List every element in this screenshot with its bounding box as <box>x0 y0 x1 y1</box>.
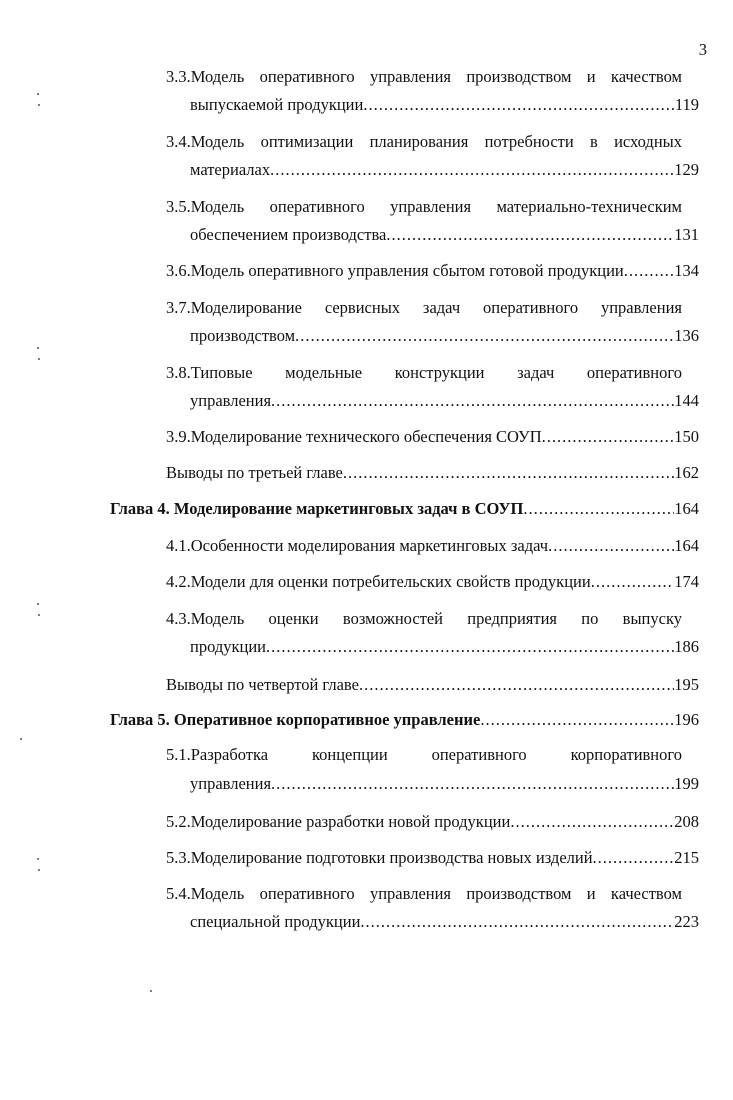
toc-entry-3-3-line1: 3.3.Модель оперативного управления производством и качеством <box>166 67 682 86</box>
toc-entry-text: производством <box>190 326 296 345</box>
toc-entry-3-3-line2 <box>190 94 699 116</box>
dot-leader <box>593 847 675 869</box>
toc-entry-3-4-line1: 3.4.Модель оптимизации планирования потребности в исходных <box>166 132 682 151</box>
toc-entry-3-5-line2 <box>190 224 699 246</box>
dot-leader <box>360 911 674 933</box>
toc-page-number: 195 <box>674 675 699 694</box>
toc-entry-text: обеспечением производства <box>190 225 387 244</box>
toc-page-number: 164 <box>674 499 699 518</box>
toc-entry-text: Выводы по четвертой главе <box>166 675 359 694</box>
scan-speck <box>20 738 22 740</box>
dot-leader <box>386 224 674 246</box>
toc-entry-5-3 <box>166 847 699 869</box>
toc-page-number: 174 <box>674 572 699 591</box>
toc-chapter-title: Глава 5. Оперативное корпоративное управление <box>110 710 481 729</box>
toc-entry-conclusions-ch4 <box>166 674 699 696</box>
toc-page-number: 144 <box>674 391 699 410</box>
dot-leader <box>624 260 674 282</box>
toc-page-number: 131 <box>674 225 699 244</box>
toc-entry-4-1 <box>166 535 699 557</box>
scan-speck <box>37 603 39 605</box>
toc-entry-text: материалах <box>190 160 271 179</box>
toc-entry-conclusions-ch3 <box>166 462 699 484</box>
toc-entry-text: 4.1.Особенности моделирования маркетинговых задач <box>166 536 549 555</box>
toc-entry-3-9 <box>166 426 699 448</box>
toc-page-number: 134 <box>674 261 699 280</box>
toc-page-number: 164 <box>674 536 699 555</box>
toc-page-number: 215 <box>674 848 699 867</box>
toc-entry-text: 3.9.Моделирование технического обеспечения СОУП <box>166 427 542 446</box>
scan-speck <box>37 93 39 95</box>
dot-leader <box>271 390 674 412</box>
dot-leader <box>363 94 675 116</box>
scan-speck <box>37 347 39 349</box>
dot-leader <box>295 325 674 347</box>
scan-speck <box>150 990 152 992</box>
toc-page-number: 119 <box>674 95 699 114</box>
toc-entry-text: 5.3.Моделирование подготовки производства новых изделий <box>166 848 593 867</box>
toc-page-number: 199 <box>674 774 699 793</box>
scan-speck <box>37 858 39 860</box>
toc-page-number: 129 <box>674 160 699 179</box>
toc-page-number: 162 <box>674 463 699 482</box>
toc-entry-5-1-line2 <box>190 773 699 795</box>
toc-entry-4-3-line1: 4.3.Модель оценки возможностей предприятия по выпуску <box>166 609 682 628</box>
toc-entry-text: 5.2.Моделирование разработки новой продукции <box>166 812 511 831</box>
toc-entry-text: управления <box>190 774 272 793</box>
toc-page-number: 150 <box>674 427 699 446</box>
toc-entry-text: выпускаемой продукции <box>190 95 364 114</box>
toc-page-number: 136 <box>674 326 699 345</box>
toc-entry-text: 3.6.Модель оперативного управления сбытом готовой продукции <box>166 261 624 280</box>
toc-entry-5-4-line2 <box>190 911 699 933</box>
dot-leader <box>548 535 674 557</box>
dot-leader <box>510 811 674 833</box>
dot-leader <box>270 159 674 181</box>
toc-chapter-5 <box>110 709 699 731</box>
dot-leader <box>542 426 675 448</box>
scan-speck <box>38 104 40 106</box>
toc-entry-3-8-line2 <box>190 390 699 412</box>
toc-entry-4-3-line2 <box>190 636 699 658</box>
toc-page-number: 196 <box>674 710 699 729</box>
toc-chapter-4 <box>110 498 699 520</box>
page-number: 3 <box>698 40 707 59</box>
toc-entry-3-8-line1: 3.8.Типовые модельные конструкции задач оперативного <box>166 363 682 382</box>
dot-leader <box>591 571 675 593</box>
toc-entry-3-4-line2 <box>190 159 699 181</box>
toc-entry-5-1-line1: 5.1.Разработка концепции оперативного корпоративного <box>166 745 682 764</box>
toc-entry-3-7-line2 <box>190 325 699 347</box>
dot-leader <box>359 674 674 696</box>
toc-entry-5-2 <box>166 811 699 833</box>
toc-entry-3-5-line1: 3.5.Модель оперативного управления материально-техническим <box>166 197 682 216</box>
toc-entry-text: специальной продукции <box>190 912 361 931</box>
dot-leader <box>480 709 674 731</box>
toc-entry-4-2 <box>166 571 699 593</box>
scan-speck <box>38 869 40 871</box>
toc-page-number: 186 <box>674 637 699 656</box>
toc-page-number: 208 <box>674 812 699 831</box>
toc-chapter-title: Глава 4. Моделирование маркетинговых задач в СОУП <box>110 499 524 518</box>
toc-entry-5-4-line1: 5.4.Модель оперативного управления производством и качеством <box>166 884 682 903</box>
dot-leader <box>266 636 674 658</box>
dot-leader <box>523 498 674 520</box>
toc-entry-text: управления <box>190 391 272 410</box>
toc-entry-text: Выводы по третьей главе <box>166 463 343 482</box>
toc-entry-text: продукции <box>190 637 267 656</box>
dot-leader <box>271 773 674 795</box>
toc-entry-text: 4.2.Модели для оценки потребительских свойств продукции <box>166 572 591 591</box>
toc-entry-3-6 <box>166 260 699 282</box>
dot-leader <box>343 462 674 484</box>
scan-speck <box>38 358 40 360</box>
toc-page-number: 223 <box>674 912 699 931</box>
toc-entry-3-7-line1: 3.7.Моделирование сервисных задач оперативного управления <box>166 298 682 317</box>
scan-speck <box>38 614 40 616</box>
